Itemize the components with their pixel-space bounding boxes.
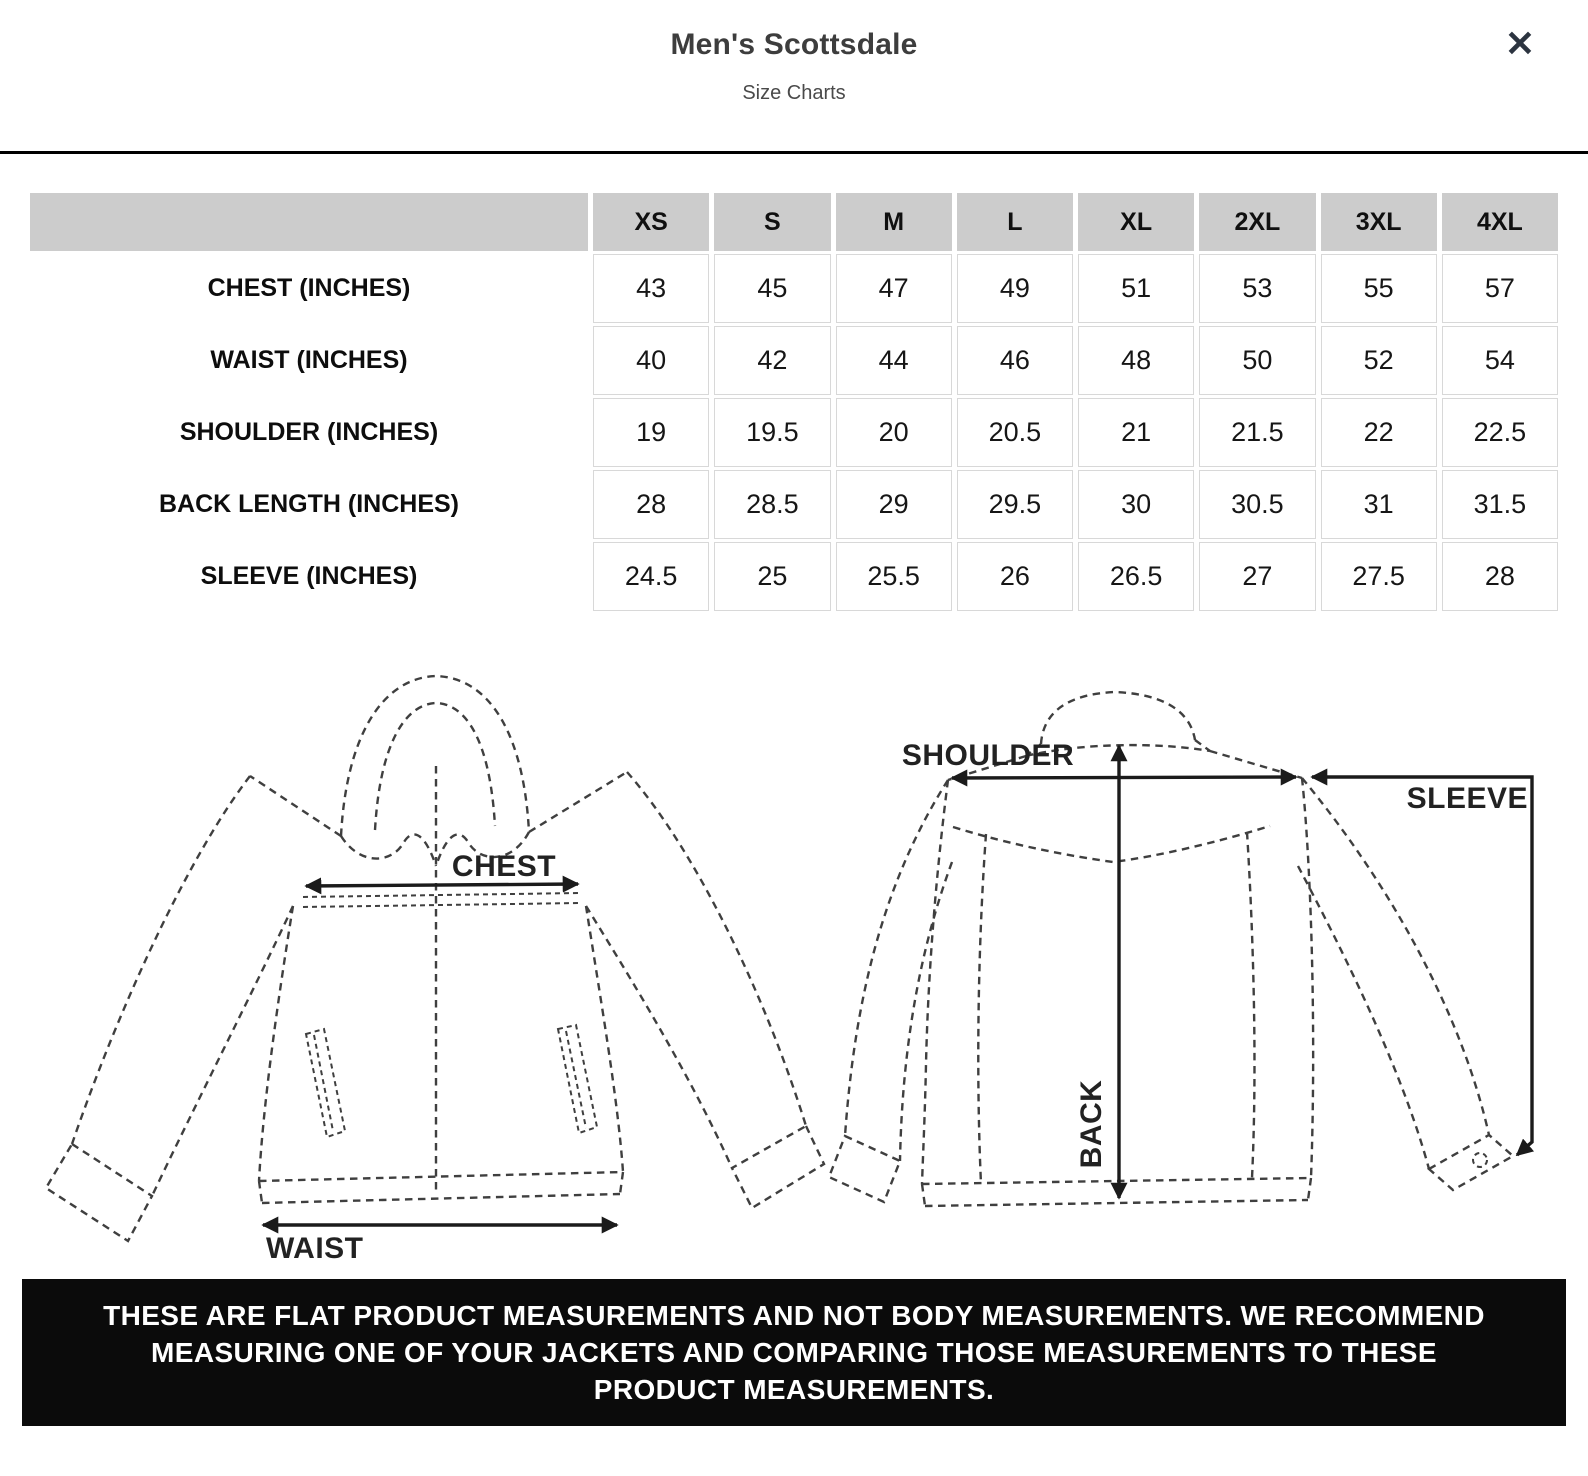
size-value-cell: 20	[836, 398, 952, 467]
size-value-cell: 22	[1321, 398, 1437, 467]
row-label: BACK LENGTH (INCHES)	[159, 490, 459, 518]
table-row	[30, 398, 1558, 467]
row-label: SHOULDER (INCHES)	[179, 418, 439, 446]
chest-label: CHEST	[451, 850, 557, 883]
table-row	[30, 326, 1558, 395]
disclaimer-text: THESE ARE FLAT PRODUCT MEASUREMENTS AND NOT BODY MEASUREMENTS. WE RECOMMEND MEASURING ONE OF YOUR JACKETS AND COMPARING THOSE MEASUREMENTS TO THESE PRODUCT MEASUREMENTS.	[103, 1300, 1485, 1405]
size-value-cell: 21	[1078, 398, 1194, 467]
table-row	[30, 542, 1558, 611]
size-value-cell: 29	[836, 470, 952, 539]
size-column-header: M	[836, 193, 952, 251]
size-value-cell: 55	[1321, 254, 1437, 323]
size-column-header: L	[957, 193, 1073, 251]
size-value-cell: 20.5	[957, 398, 1073, 467]
size-chart-table	[25, 190, 1563, 614]
size-value-cell: 19	[593, 398, 709, 467]
size-table-body	[30, 254, 1558, 611]
size-value-cell: 27	[1199, 542, 1315, 611]
table-row	[30, 470, 1558, 539]
close-button[interactable]	[1496, 20, 1544, 68]
size-value-cell: 28	[593, 470, 709, 539]
row-label: SLEEVE (INCHES)	[200, 562, 418, 590]
size-value-cell: 21.5	[1199, 398, 1315, 467]
size-value-cell: 27.5	[1321, 542, 1437, 611]
size-value-cell: 48	[1078, 326, 1194, 395]
table-row	[30, 254, 1558, 323]
size-value-cell: 40	[593, 326, 709, 395]
back-label: BACK	[1075, 1079, 1108, 1169]
size-value-cell: 30	[1078, 470, 1194, 539]
size-column-header: 4XL	[1442, 193, 1558, 251]
shoulder-label: SHOULDER	[901, 739, 1075, 772]
size-value-cell: 28	[1442, 542, 1558, 611]
size-column-header: XS	[593, 193, 709, 251]
measurement-diagram	[0, 644, 1588, 1262]
back-length-measurement	[1075, 746, 1119, 1198]
size-value-cell: 25.5	[836, 542, 952, 611]
size-value-cell: 53	[1199, 254, 1315, 323]
size-value-cell: 44	[836, 326, 952, 395]
size-value-cell: 45	[714, 254, 830, 323]
size-value-cell: 19.5	[714, 398, 830, 467]
size-table-corner-cell	[30, 193, 588, 251]
waist-measurement	[263, 1225, 617, 1262]
row-label: CHEST (INCHES)	[207, 274, 411, 302]
size-value-cell: 54	[1442, 326, 1558, 395]
page-subtitle: Size Charts	[742, 82, 846, 104]
sleeve-label: SLEEVE	[1406, 782, 1528, 815]
size-value-cell: 31.5	[1442, 470, 1558, 539]
size-table-head	[30, 193, 1558, 251]
size-value-cell: 26.5	[1078, 542, 1194, 611]
size-value-cell: 31	[1321, 470, 1437, 539]
size-table-section	[25, 190, 1563, 614]
size-value-cell: 25	[714, 542, 830, 611]
jacket-diagram-svg	[0, 644, 1588, 1262]
size-value-cell: 50	[1199, 326, 1315, 395]
size-value-cell: 52	[1321, 326, 1437, 395]
cuff-button-detail	[1473, 1153, 1487, 1167]
size-value-cell: 57	[1442, 254, 1558, 323]
size-value-cell: 22.5	[1442, 398, 1558, 467]
size-column-header: S	[714, 193, 830, 251]
size-value-cell: 46	[957, 326, 1073, 395]
size-value-cell: 28.5	[714, 470, 830, 539]
size-value-cell: 43	[593, 254, 709, 323]
row-label: WAIST (INCHES)	[210, 346, 408, 374]
chest-measurement	[306, 850, 578, 886]
size-value-cell: 51	[1078, 254, 1194, 323]
page-title: Men's Scottsdale	[670, 28, 918, 61]
disclaimer-banner	[22, 1279, 1566, 1426]
size-value-cell: 24.5	[593, 542, 709, 611]
size-column-header: 3XL	[1321, 193, 1437, 251]
front-jacket-drawing	[46, 676, 824, 1241]
modal-header	[0, 0, 1588, 154]
close-icon: ✕	[1504, 23, 1536, 64]
size-value-cell: 42	[714, 326, 830, 395]
waist-label: WAIST	[266, 1232, 364, 1262]
size-column-header: XL	[1078, 193, 1194, 251]
size-column-header: 2XL	[1199, 193, 1315, 251]
size-value-cell: 26	[957, 542, 1073, 611]
size-value-cell: 30.5	[1199, 470, 1315, 539]
size-value-cell: 29.5	[957, 470, 1073, 539]
size-value-cell: 47	[836, 254, 952, 323]
size-value-cell: 49	[957, 254, 1073, 323]
